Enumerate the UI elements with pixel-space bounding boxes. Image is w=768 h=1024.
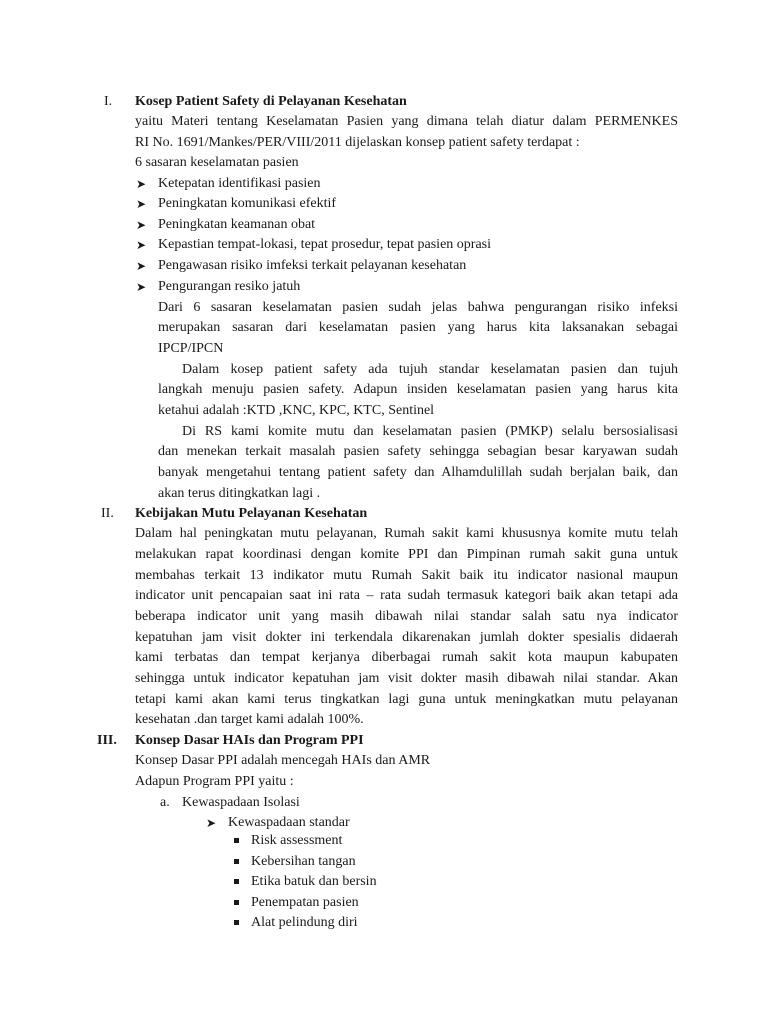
section-numeral: II.: [101, 506, 114, 521]
paragraph-line: ketahui adalah :KTD ,KNC, KPC, KTC, Sentinel: [158, 403, 435, 418]
paragraph-line: 6 sasaran keselamatan pasien: [135, 155, 299, 170]
arrow-bullet-icon: ➤: [136, 259, 147, 273]
square-bullet-icon: [234, 900, 239, 905]
arrow-bullet-icon: ➤: [206, 816, 217, 830]
paragraph-line: sehingga untuk indicator kepatuhan jam visit dokter masih dibawah nilai standar. Akan: [135, 671, 678, 686]
paragraph-line: kesehatan .dan target kami adalah 100%.: [135, 712, 364, 727]
bullet-text: Kepastian tempat-lokasi, tepat prosedur, tepat pasien oprasi: [158, 237, 491, 252]
square-bullet-icon: [234, 920, 239, 925]
bullet-text: Ketepatan identifikasi pasien: [158, 176, 321, 191]
paragraph-line: kami terbatas dan tempat kerjanya diberbagai rumah sakit kota maupun kabupaten: [135, 650, 678, 665]
square-bullet-icon: [234, 838, 239, 843]
list-item: Etika batuk dan bersin: [251, 874, 377, 889]
section-heading: Kebijakan Mutu Pelayanan Kesehatan: [135, 506, 368, 521]
section-numeral: I.: [104, 94, 113, 109]
bullet-text: Pengurangan resiko jatuh: [158, 279, 301, 294]
paragraph-line: Dari 6 sasaran keselamatan pasien sudah jelas bahwa pengurangan risiko infeksi: [158, 300, 678, 315]
section-numeral: III.: [97, 733, 117, 748]
paragraph-line: IPCP/IPCN: [158, 341, 224, 356]
paragraph-line: beberapa indicator unit yang masih dibawah nilai standar salah satu nya indicator: [135, 609, 678, 624]
paragraph-line: dan menekan terkait masalah pasien safety sehingga sebagian besar karyawan sudah: [158, 444, 678, 459]
paragraph-line: akan terus ditingkatkan lagi .: [158, 486, 321, 501]
section-heading: Konsep Dasar HAIs dan Program PPI: [135, 733, 364, 748]
list-item: Alat pelindung diri: [251, 915, 358, 930]
list-item: Risk assessment: [251, 833, 343, 848]
paragraph-line: yaitu Materi tentang Keselamatan Pasien yang dimana telah diatur dalam PERMENKES: [135, 114, 678, 129]
bullet-text: Kewaspadaan standar: [228, 815, 350, 830]
arrow-bullet-icon: ➤: [136, 197, 147, 211]
arrow-bullet-icon: ➤: [136, 218, 147, 232]
bullet-text: Peningkatan komunikasi efektif: [158, 196, 337, 211]
paragraph-line: banyak mengetahui tentang patient safety dan Alhamdulillah sudah berjalan baik, dan: [158, 465, 678, 480]
bullet-text: Pengawasan risiko imfeksi terkait pelayanan kesehatan: [158, 258, 467, 273]
arrow-bullet-icon: ➤: [136, 238, 147, 252]
paragraph-line: indicator unit pencapaian saat ini rata – rata sudah termasuk kategori baik akan tetapi ada: [135, 588, 678, 603]
list-item: Kebersihan tangan: [251, 854, 356, 869]
paragraph-line: Dalam kosep patient safety ada tujuh standar keselamatan pasien dan tujuh: [182, 362, 678, 377]
paragraph-line: Dalam hal peningkatan mutu pelayanan, Rumah sakit kami khususnya komite mutu telah: [135, 526, 678, 541]
arrow-bullet-icon: ➤: [136, 280, 147, 294]
paragraph-line: RI No. 1691/Mankes/PER/VIII/2011 dijelaskan konsep patient safety terdapat :: [135, 135, 580, 150]
paragraph-line: tetapi kami akan kami terus tingkatkan lagi guna untuk meningkatkan mutu pelayanan: [135, 692, 678, 707]
paragraph-line: kepatuhan jam visit dokter ini terkendala dikarenakan jumlah dokter spesialis didaerah: [135, 630, 678, 645]
square-bullet-icon: [234, 879, 239, 884]
section-heading: Kosep Patient Safety di Pelayanan Kesehatan: [135, 94, 407, 109]
sub-list-title: Kewaspadaan Isolasi: [182, 795, 300, 810]
square-bullet-icon: [234, 859, 239, 864]
paragraph-line: merupakan sasaran dari keselamatan pasien yang harus kita laksanakan sebagai: [158, 320, 678, 335]
paragraph-line: Di RS kami komite mutu dan keselamatan pasien (PMKP) selalu bersosialisasi: [182, 424, 678, 439]
paragraph-line: langkah menuju pasien safety. Adapun insiden keselamatan pasien yang harus kita: [158, 382, 678, 397]
bullet-text: Peningkatan keamanan obat: [158, 217, 316, 232]
paragraph-line: membahas terkait 13 indikator mutu Rumah Sakit baik itu indicator nasional maupun: [135, 568, 678, 583]
paragraph-line: Adapun Program PPI yaitu :: [135, 774, 294, 789]
paragraph-line: Konsep Dasar PPI adalah mencegah HAIs dan AMR: [135, 753, 431, 768]
paragraph-line: melakukan rapat koordinasi dengan komite PPI dan Pimpinan rumah sakit guna untuk: [135, 547, 678, 562]
list-item: Penempatan pasien: [251, 895, 359, 910]
arrow-bullet-icon: ➤: [136, 177, 147, 191]
sub-list-marker: a.: [160, 795, 170, 810]
